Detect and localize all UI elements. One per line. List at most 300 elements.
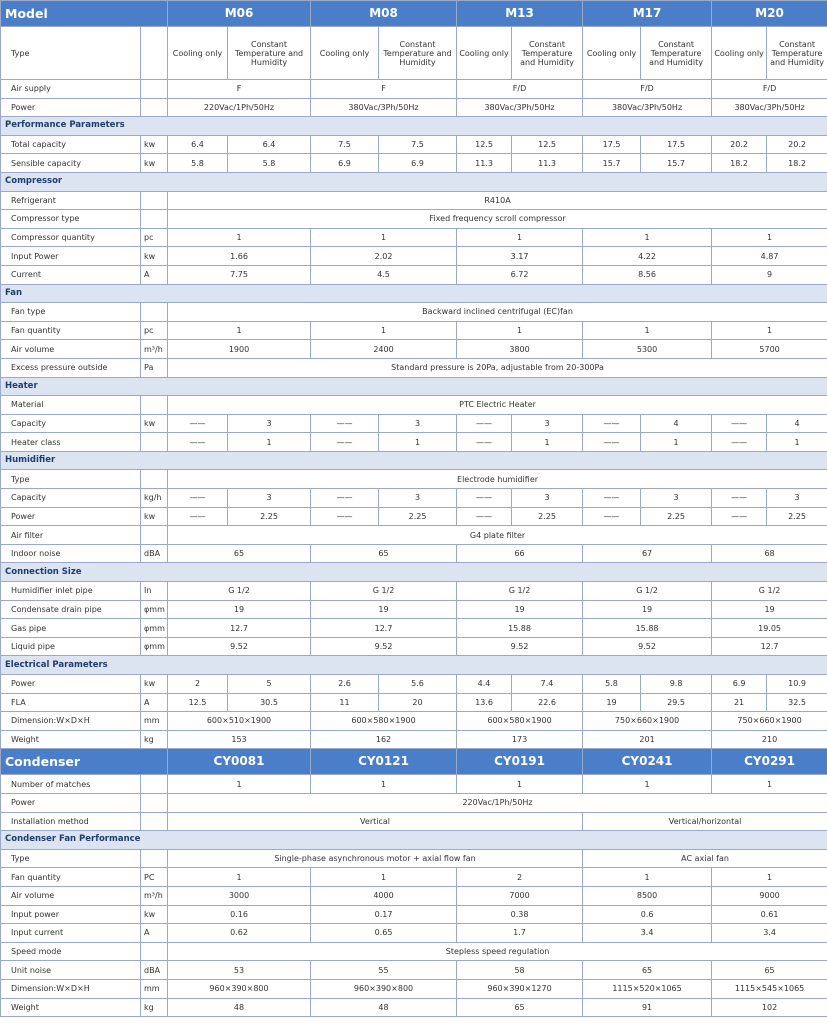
- value-cell: 6.72: [457, 265, 583, 284]
- dimension-row: [1, 712, 827, 731]
- row-label: Dimension:W×D×H: [1, 712, 141, 731]
- value-cell: 960×390×800: [168, 979, 311, 998]
- value-cell: 2.25: [641, 507, 712, 526]
- value-cell: 4.87: [712, 247, 827, 266]
- value-cell: 4000: [311, 886, 457, 905]
- value-cell: 3800: [457, 340, 583, 359]
- row-label: Power: [1, 793, 141, 812]
- sensible-capacity-row: [1, 154, 827, 173]
- value-cell: 4.22: [583, 247, 712, 266]
- value-cell: 1: [457, 775, 583, 794]
- value-cell: 9.52: [168, 637, 311, 656]
- value-cell: 68: [712, 544, 827, 563]
- heater-material-row: [1, 396, 827, 415]
- section-title: Compressor: [1, 172, 827, 191]
- unit-cell: pc: [141, 321, 168, 340]
- value-cell: 19: [168, 600, 311, 619]
- type-constant: Constant Temperature and Humidity: [641, 27, 712, 80]
- value-cell: 750×660×1900: [712, 712, 827, 731]
- row-label: Compressor quantity: [1, 228, 141, 247]
- value-cell: ——: [712, 414, 767, 433]
- value-cell: 5.6: [379, 675, 457, 694]
- value-cell: 4: [767, 414, 827, 433]
- value-cell: 1: [767, 433, 827, 452]
- unit-cell: kg: [141, 998, 168, 1017]
- condenser-model: CY0291: [712, 749, 827, 775]
- value-cell: G 1/2: [168, 582, 311, 601]
- gas-pipe-row: [1, 619, 827, 638]
- section-header-row: [1, 831, 827, 850]
- row-label: Input current: [1, 924, 141, 943]
- value-cell: 1.66: [168, 247, 311, 266]
- value-cell: 2.02: [311, 247, 457, 266]
- value-cell: 9: [712, 265, 827, 284]
- value-cell: 1: [712, 775, 827, 794]
- total-capacity-row: [1, 135, 827, 154]
- model-name: M06: [168, 1, 311, 27]
- row-label: Speed mode: [1, 942, 141, 961]
- heater-capacity-row: [1, 414, 827, 433]
- unit-cell: kw: [141, 154, 168, 173]
- value-cell: 1: [311, 228, 457, 247]
- value-cell: F: [311, 80, 457, 99]
- value-cell: 13.6: [457, 693, 512, 712]
- value-cell: 58: [457, 961, 583, 980]
- section-header-row: [1, 284, 827, 303]
- value-cell: 2400: [311, 340, 457, 359]
- row-label: Dimension:W×D×H: [1, 979, 141, 998]
- value-cell: 15.88: [583, 619, 712, 638]
- value-cell: 11.3: [512, 154, 583, 173]
- unit-cell: mm: [141, 979, 168, 998]
- value-cell: ——: [457, 507, 512, 526]
- value-cell: 5.8: [228, 154, 311, 173]
- compressor-current-row: [1, 265, 827, 284]
- value-cell: 600×510×1900: [168, 712, 311, 731]
- value-cell: 5700: [712, 340, 827, 359]
- compressor-input-power-row: [1, 247, 827, 266]
- value-cell: ——: [311, 414, 379, 433]
- value-cell: 5.8: [583, 675, 641, 694]
- value-cell: 19: [583, 693, 641, 712]
- value-cell: 8.56: [583, 265, 712, 284]
- condenser-model: CY0081: [168, 749, 311, 775]
- unit-cell: kg/h: [141, 489, 168, 508]
- value-cell: ——: [168, 414, 228, 433]
- value-cell: 1: [311, 775, 457, 794]
- unit-cell: In: [141, 582, 168, 601]
- condenser-model: CY0241: [583, 749, 712, 775]
- unit-cell: [141, 526, 168, 545]
- value-cell: 1: [168, 775, 311, 794]
- value-cell: G 1/2: [583, 582, 712, 601]
- model-name: M17: [583, 1, 712, 27]
- value-cell: 960×390×800: [311, 979, 457, 998]
- value-cell: 48: [311, 998, 457, 1017]
- fan-quantity-row: [1, 321, 827, 340]
- value-cell: 1: [641, 433, 712, 452]
- value-cell: 380Vac/3Ph/50Hz: [457, 98, 583, 117]
- value-cell: 3: [641, 489, 712, 508]
- section-header-row: [1, 563, 827, 582]
- condenser-fan-type-row: [1, 849, 827, 868]
- value-cell: 0.65: [311, 924, 457, 943]
- row-label: Air filter: [1, 526, 141, 545]
- value-cell: 67: [583, 544, 712, 563]
- value-cell: ——: [168, 507, 228, 526]
- unit-cell: [141, 80, 168, 99]
- value-cell: 2.6: [311, 675, 379, 694]
- value-cell: 1900: [168, 340, 311, 359]
- condenser-input-power-row: [1, 905, 827, 924]
- value-cell: 5: [228, 675, 311, 694]
- row-label: Power: [1, 507, 141, 526]
- value-cell: 0.16: [168, 905, 311, 924]
- value-cell: 600×580×1900: [311, 712, 457, 731]
- value-cell: R410A: [168, 191, 827, 210]
- value-cell: 29.5: [641, 693, 712, 712]
- humidifier-capacity-row: [1, 489, 827, 508]
- type-cooling: Cooling only: [712, 27, 767, 80]
- unit-cell: A: [141, 924, 168, 943]
- value-cell: 19: [311, 600, 457, 619]
- value-cell: 1: [228, 433, 311, 452]
- value-cell: 2.25: [767, 507, 827, 526]
- value-cell: 18.2: [767, 154, 827, 173]
- electrical-power-row: [1, 675, 827, 694]
- value-cell: 220Vac/1Ph/50Hz: [168, 793, 827, 812]
- value-cell: 65: [583, 961, 712, 980]
- value-cell: 15.7: [583, 154, 641, 173]
- value-cell: 4.5: [311, 265, 457, 284]
- row-label: Power: [1, 98, 141, 117]
- value-cell: 8500: [583, 886, 712, 905]
- row-label: Indoor noise: [1, 544, 141, 563]
- unit-cell: [141, 210, 168, 229]
- value-cell: F/D: [457, 80, 583, 99]
- value-cell: 7000: [457, 886, 583, 905]
- value-cell: Electrode humidifier: [168, 470, 827, 489]
- excess-pressure-row: [1, 358, 827, 377]
- value-cell: 2.25: [379, 507, 457, 526]
- row-label: Fan type: [1, 303, 141, 322]
- value-cell: 3: [228, 414, 311, 433]
- value-cell: 2.25: [512, 507, 583, 526]
- value-cell: 7.5: [311, 135, 379, 154]
- value-cell: 3: [228, 489, 311, 508]
- value-cell: 153: [168, 730, 311, 749]
- unit-cell: [141, 849, 168, 868]
- value-cell: G 1/2: [311, 582, 457, 601]
- unit-cell: [141, 942, 168, 961]
- row-label: Total capacity: [1, 135, 141, 154]
- value-cell: Stepless speed regulation: [168, 942, 827, 961]
- value-cell: 1: [168, 868, 311, 887]
- value-cell: 15.7: [641, 154, 712, 173]
- value-cell: 3: [379, 489, 457, 508]
- value-cell: 1.7: [457, 924, 583, 943]
- value-cell: 4.4: [457, 675, 512, 694]
- value-cell: 5300: [583, 340, 712, 359]
- value-cell: 3.4: [712, 924, 827, 943]
- model-name: M08: [311, 1, 457, 27]
- value-cell: 3: [512, 489, 583, 508]
- value-cell: 55: [311, 961, 457, 980]
- row-label: Weight: [1, 998, 141, 1017]
- unit-cell: φmm: [141, 619, 168, 638]
- unit-cell: A: [141, 265, 168, 284]
- value-cell: 173: [457, 730, 583, 749]
- value-cell: 30.5: [228, 693, 311, 712]
- value-cell: 380Vac/3Ph/50Hz: [712, 98, 827, 117]
- value-cell: 11: [311, 693, 379, 712]
- value-cell: 12.5: [457, 135, 512, 154]
- value-cell: ——: [712, 489, 767, 508]
- value-cell: 12.7: [168, 619, 311, 638]
- section-title: Electrical Parameters: [1, 656, 827, 675]
- value-cell: 6.9: [712, 675, 767, 694]
- row-label: Fan quantity: [1, 868, 141, 887]
- row-label: Sensible capacity: [1, 154, 141, 173]
- speed-mode-row: [1, 942, 827, 961]
- value-cell: 1: [311, 321, 457, 340]
- unit-cell: PC: [141, 868, 168, 887]
- value-cell: 20.2: [767, 135, 827, 154]
- value-cell: ——: [583, 507, 641, 526]
- value-cell: ——: [311, 433, 379, 452]
- condensate-drain-row: [1, 600, 827, 619]
- value-cell: 1: [583, 321, 712, 340]
- value-cell: 960×390×1270: [457, 979, 583, 998]
- unit-cell: dBA: [141, 961, 168, 980]
- unit-cell: [141, 470, 168, 489]
- compressor-type-row: [1, 210, 827, 229]
- value-cell: F: [168, 80, 311, 99]
- section-title: Performance Parameters: [1, 117, 827, 136]
- value-cell: 1: [512, 433, 583, 452]
- liquid-pipe-row: [1, 637, 827, 656]
- value-cell: Vertical: [168, 812, 583, 831]
- fan-type-row: [1, 303, 827, 322]
- condenser-power-row: [1, 793, 827, 812]
- type-constant: Constant Temperature and Humidity: [512, 27, 583, 80]
- value-cell: 19.05: [712, 619, 827, 638]
- value-cell: 7.5: [379, 135, 457, 154]
- value-cell: 1: [583, 868, 712, 887]
- value-cell: 22.6: [512, 693, 583, 712]
- value-cell: 4: [641, 414, 712, 433]
- installation-row: [1, 812, 827, 831]
- value-cell: 10.9: [767, 675, 827, 694]
- value-cell: 19: [457, 600, 583, 619]
- unit-noise-row: [1, 961, 827, 980]
- value-cell: 9.52: [311, 637, 457, 656]
- value-cell: 5.8: [168, 154, 228, 173]
- section-header-row: [1, 117, 827, 136]
- unit-cell: m³/h: [141, 340, 168, 359]
- unit-cell: kw: [141, 507, 168, 526]
- unit-cell: φmm: [141, 600, 168, 619]
- value-cell: ——: [311, 489, 379, 508]
- row-label: Condensate drain pipe: [1, 600, 141, 619]
- value-cell: 0.38: [457, 905, 583, 924]
- value-cell: 1: [379, 433, 457, 452]
- value-cell: 20: [379, 693, 457, 712]
- unit-cell: [141, 303, 168, 322]
- unit-cell: A: [141, 693, 168, 712]
- row-label: Excess pressure outside: [1, 358, 141, 377]
- unit-cell: m³/h: [141, 886, 168, 905]
- row-label: Capacity: [1, 414, 141, 433]
- unit-cell: kg: [141, 730, 168, 749]
- air-supply-row: [1, 80, 827, 99]
- value-cell: 1: [583, 228, 712, 247]
- value-cell: 2: [168, 675, 228, 694]
- value-cell: F/D: [583, 80, 712, 99]
- row-label: Gas pipe: [1, 619, 141, 638]
- type-constant: Constant Temperature and Humidity: [767, 27, 827, 80]
- row-label: Capacity: [1, 489, 141, 508]
- value-cell: 15.88: [457, 619, 583, 638]
- value-cell: PTC Electric Heater: [168, 396, 827, 415]
- value-cell: 1: [168, 228, 311, 247]
- value-cell: 2: [457, 868, 583, 887]
- value-cell: 0.62: [168, 924, 311, 943]
- type-constant: Constant Temperature and Humidity: [379, 27, 457, 80]
- weight-row: [1, 730, 827, 749]
- value-cell: 17.5: [583, 135, 641, 154]
- row-label: Heater class: [1, 433, 141, 452]
- value-cell: G 1/2: [712, 582, 827, 601]
- value-cell: 21: [712, 693, 767, 712]
- value-cell: 3000: [168, 886, 311, 905]
- row-label: Number of matches: [1, 775, 141, 794]
- section-title: Humidifier: [1, 451, 827, 470]
- value-cell: ——: [712, 507, 767, 526]
- value-cell: 11.3: [457, 154, 512, 173]
- row-label: Liquid pipe: [1, 637, 141, 656]
- refrigerant-row: [1, 191, 827, 210]
- value-cell: 1: [712, 321, 827, 340]
- condenser-fan-quantity-row: [1, 868, 827, 887]
- section-header-row: [1, 451, 827, 470]
- row-label: Refrigerant: [1, 191, 141, 210]
- value-cell: 19: [583, 600, 712, 619]
- value-cell: 0.6: [583, 905, 712, 924]
- humidifier-type-row: [1, 470, 827, 489]
- value-cell: 6.9: [379, 154, 457, 173]
- value-cell: G 1/2: [457, 582, 583, 601]
- humidifier-power-row: [1, 507, 827, 526]
- row-label: Weight: [1, 730, 141, 749]
- section-title: Heater: [1, 377, 827, 396]
- value-cell: 1: [168, 321, 311, 340]
- type-row: [1, 27, 827, 80]
- unit-cell: kw: [141, 905, 168, 924]
- unit-cell: [141, 793, 168, 812]
- model-header-row: [1, 1, 827, 27]
- value-cell: 3.4: [583, 924, 712, 943]
- value-cell: 3: [379, 414, 457, 433]
- value-cell: 6.4: [228, 135, 311, 154]
- value-cell: 12.5: [168, 693, 228, 712]
- value-cell: 91: [583, 998, 712, 1017]
- value-cell: 65: [311, 544, 457, 563]
- row-label: Type: [1, 470, 141, 489]
- value-cell: 220Vac/1Ph/50Hz: [168, 98, 311, 117]
- unit-cell: mm: [141, 712, 168, 731]
- indoor-noise-row: [1, 544, 827, 563]
- value-cell: ——: [311, 507, 379, 526]
- value-cell: 201: [583, 730, 712, 749]
- value-cell: 12.7: [712, 637, 827, 656]
- unit-cell: [141, 396, 168, 415]
- value-cell: 32.5: [767, 693, 827, 712]
- value-cell: 1115×520×1065: [583, 979, 712, 998]
- unit-cell: [141, 191, 168, 210]
- value-cell: AC axial fan: [583, 849, 827, 868]
- value-cell: 1: [583, 775, 712, 794]
- value-cell: ——: [583, 414, 641, 433]
- value-cell: 380Vac/3Ph/50Hz: [311, 98, 457, 117]
- condenser-model: CY0121: [311, 749, 457, 775]
- unit-cell: [141, 27, 168, 80]
- value-cell: 1: [712, 228, 827, 247]
- section-header-row: [1, 656, 827, 675]
- value-cell: F/D: [712, 80, 827, 99]
- model-name: M13: [457, 1, 583, 27]
- value-cell: 9.8: [641, 675, 712, 694]
- unit-cell: kw: [141, 247, 168, 266]
- value-cell: 19: [712, 600, 827, 619]
- value-cell: ——: [583, 489, 641, 508]
- value-cell: ——: [712, 433, 767, 452]
- model-header-label: Model: [1, 1, 168, 27]
- value-cell: 1: [457, 321, 583, 340]
- heater-class-row: [1, 433, 827, 452]
- fan-air-volume-row: [1, 340, 827, 359]
- value-cell: 1: [712, 868, 827, 887]
- value-cell: Standard pressure is 20Pa, adjustable from 20-300Pa: [168, 358, 827, 377]
- unit-cell: [141, 812, 168, 831]
- type-cooling: Cooling only: [457, 27, 512, 80]
- condenser-header-row: [1, 749, 827, 775]
- unit-cell: dBA: [141, 544, 168, 563]
- row-label: FLA: [1, 693, 141, 712]
- row-label: Air supply: [1, 80, 141, 99]
- row-label: Compressor type: [1, 210, 141, 229]
- section-title: Fan: [1, 284, 827, 303]
- model-name: M20: [712, 1, 827, 27]
- matches-row: [1, 775, 827, 794]
- row-label: Air volume: [1, 886, 141, 905]
- row-label: Type: [1, 849, 141, 868]
- value-cell: 600×580×1900: [457, 712, 583, 731]
- humidifier-inlet-row: [1, 582, 827, 601]
- row-label: Installation method: [1, 812, 141, 831]
- section-title: Condenser Fan Performance: [1, 831, 827, 850]
- section-header-row: [1, 377, 827, 396]
- unit-cell: kw: [141, 135, 168, 154]
- value-cell: 3: [767, 489, 827, 508]
- type-cooling: Cooling only: [311, 27, 379, 80]
- value-cell: 2.25: [228, 507, 311, 526]
- unit-cell: kw: [141, 675, 168, 694]
- value-cell: 210: [712, 730, 827, 749]
- value-cell: 7.75: [168, 265, 311, 284]
- value-cell: 9.52: [583, 637, 712, 656]
- value-cell: 66: [457, 544, 583, 563]
